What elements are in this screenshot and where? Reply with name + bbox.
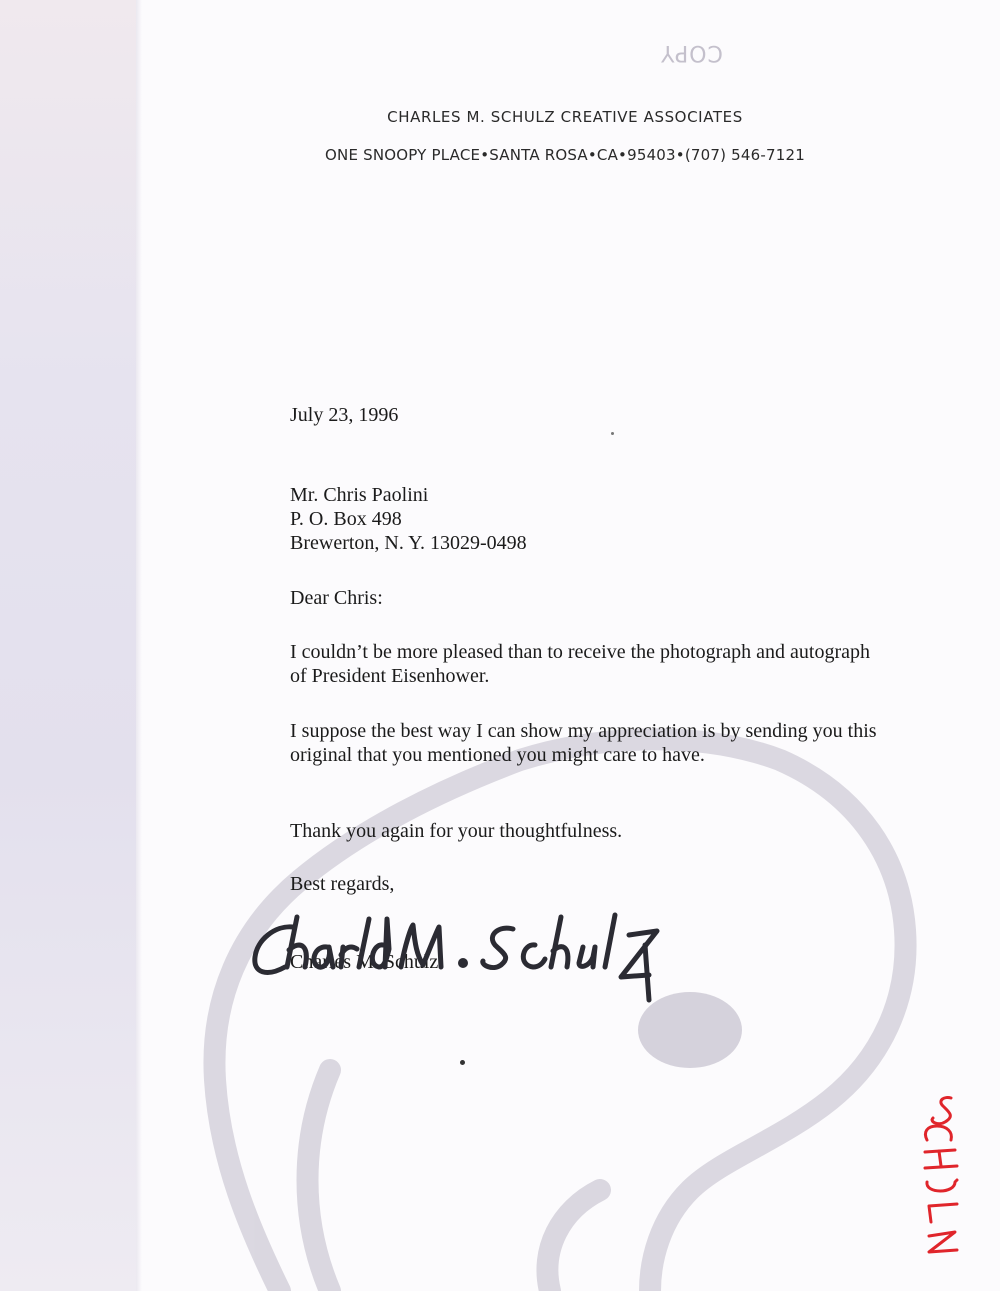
handwritten-signature <box>245 905 675 1005</box>
typed-signer-name: Charles M. Schulz <box>290 951 439 973</box>
red-drawing-signature <box>915 1090 965 1260</box>
salutation: Dear Chris: <box>290 587 383 609</box>
closing: Best regards, <box>290 873 395 895</box>
letter-date: July 23, 1996 <box>290 404 399 426</box>
paragraph-3: Thank you again for your thoughtfulness. <box>290 820 623 842</box>
copy-mark: COPY <box>660 40 723 65</box>
paragraph-1: I couldn’t be more pleased than to receive the photograph and autograph of President Eisenhower. <box>290 641 870 687</box>
letterhead-company-name: CHARLES M. SCHULZ CREATIVE ASSOCIATES <box>387 108 743 126</box>
ink-speck <box>460 1060 465 1065</box>
paragraph-2: I suppose the best way I can show my appreciation is by sending you this original that you mentioned you might care to have. <box>290 720 877 766</box>
recipient-po-box: P. O. Box 498 <box>290 508 402 530</box>
recipient-city: Brewerton, N. Y. 13029-0498 <box>290 532 527 554</box>
ink-speck <box>611 432 614 435</box>
letterhead-address: ONE SNOOPY PLACE•SANTA ROSA•CA•95403•(707) 546-7121 <box>325 146 805 164</box>
recipient-address-block <box>290 483 527 555</box>
recipient-name: Mr. Chris Paolini <box>290 484 429 506</box>
